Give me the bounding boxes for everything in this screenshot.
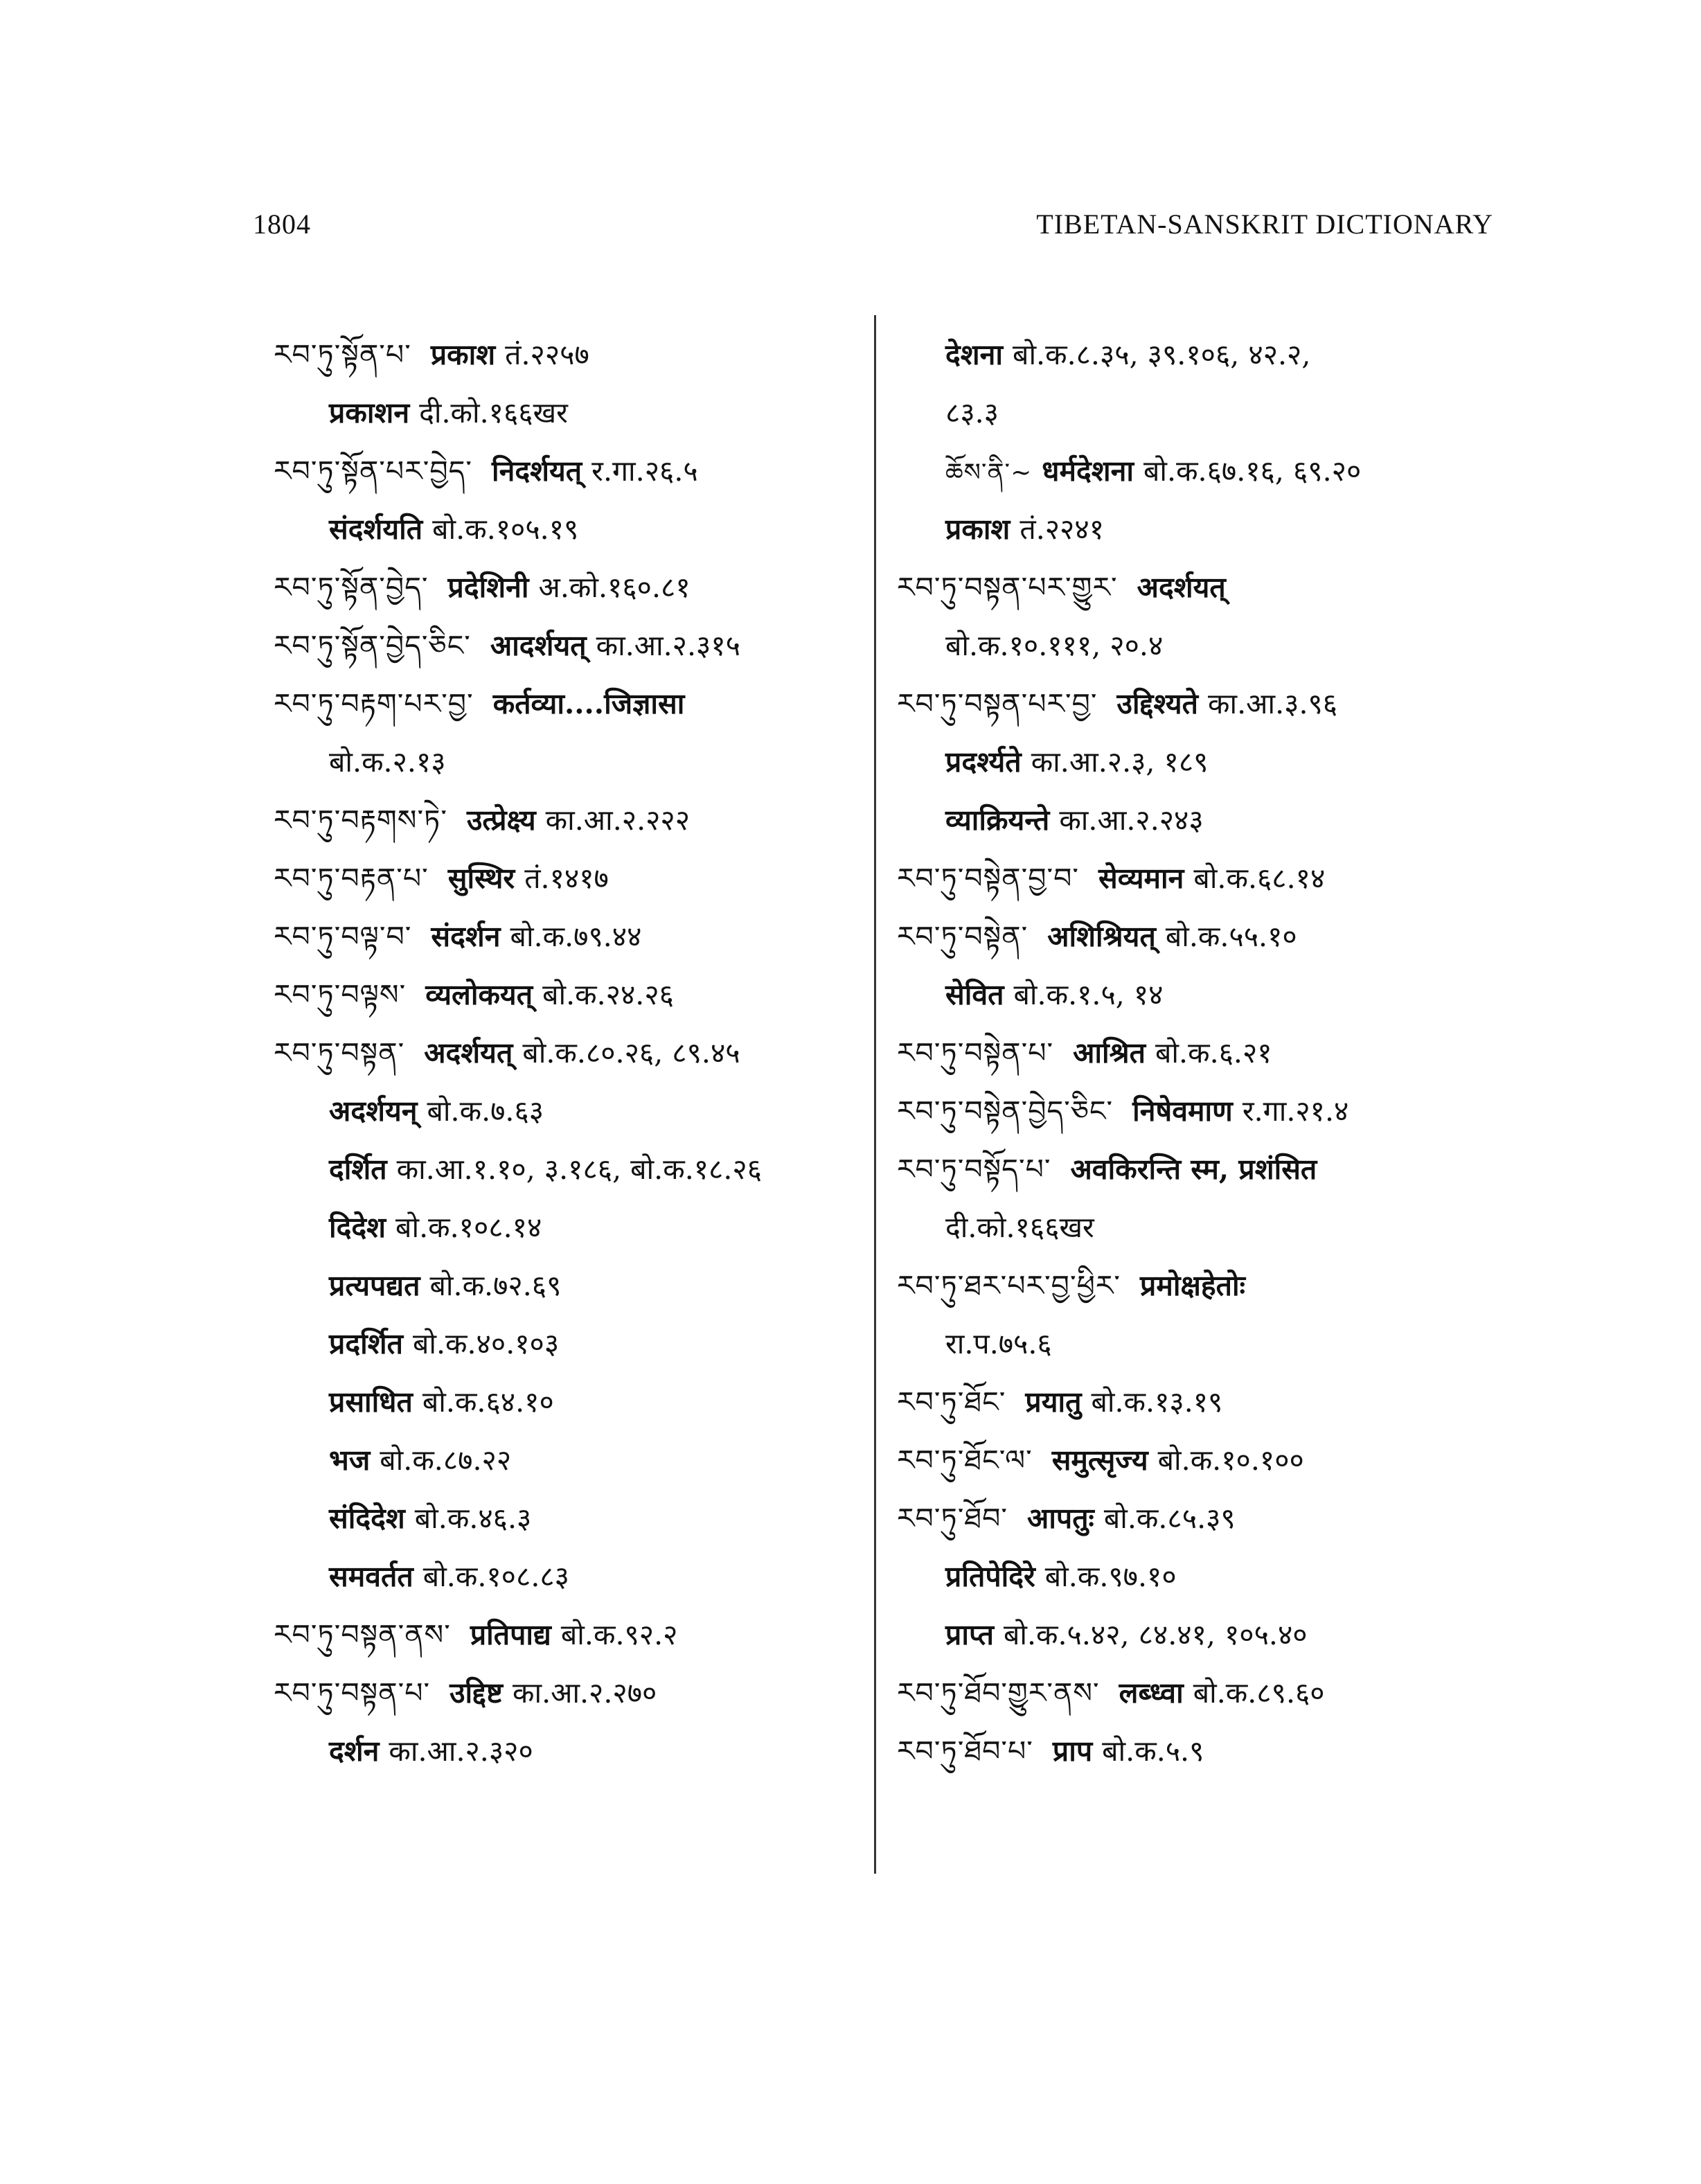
source-reference: तं.१४१७ xyxy=(524,862,609,895)
source-reference: का.आ.२.२२२ xyxy=(545,804,691,837)
source-reference: बो.क.८७.२२ xyxy=(380,1444,512,1477)
dictionary-entry-line xyxy=(274,1489,862,1547)
dictionary-entry-line xyxy=(897,1373,1493,1431)
sanskrit-equivalent: कर्तव्या....जिज्ञासा xyxy=(492,687,685,720)
source-reference: बो.क.६४.१० xyxy=(422,1385,554,1419)
source-reference: बो.क.२.१३ xyxy=(329,745,446,779)
sanskrit-equivalent: देशना xyxy=(945,338,1004,371)
sanskrit-equivalent: प्राप xyxy=(1052,1734,1093,1768)
sanskrit-equivalent: उद्दिश्यते xyxy=(1116,687,1199,720)
tibetan-headword: རབ་ཏུ་ཐོབ་ xyxy=(897,1502,1008,1535)
sanskrit-equivalent: संदर्शयति xyxy=(329,513,423,546)
tibetan-headword: རབ་ཏུ་བསྟན་ནས་ xyxy=(274,1618,451,1651)
dictionary-entry-line xyxy=(897,675,1493,733)
source-reference: रा.प.७५.६ xyxy=(945,1327,1052,1360)
dictionary-entry-line xyxy=(274,849,862,907)
tibetan-headword: རབ་ཏུ་བསྟན་པར་གྱུར་ xyxy=(897,571,1118,604)
tibetan-headword: རབ་ཏུ་ཐོང་ལ་ xyxy=(897,1444,1033,1477)
dictionary-entry-line xyxy=(274,1373,862,1431)
tibetan-headword: རབ་ཏུ་བརྟག་པར་བྱ་ xyxy=(274,687,474,720)
sanskrit-equivalent: उत्प्रेक्ष्य xyxy=(466,804,536,837)
tibetan-headword: རབ་ཏུ་སྟོན་བྱེད་ xyxy=(274,571,429,604)
source-reference: तं.२२४१ xyxy=(1019,513,1105,546)
dictionary-entry-line xyxy=(897,500,1493,558)
running-head: TIBETAN-SANSKRIT DICTIONARY xyxy=(1036,208,1493,240)
tibetan-headword: རབ་ཏུ་བསྟེན་བྱེད་ཅིང་ xyxy=(897,1094,1114,1128)
sanskrit-equivalent: निदर्शयत् xyxy=(491,454,582,488)
dictionary-entry-line xyxy=(274,558,862,616)
sanskrit-equivalent: प्रमोक्षहेतोः xyxy=(1140,1269,1245,1302)
source-reference: बो.क.७९.४४ xyxy=(510,920,642,953)
tibetan-headword: རབ་ཏུ་ཐོབ་གྱུར་ནས་ xyxy=(897,1676,1100,1710)
sanskrit-equivalent: प्रतिपाद्य xyxy=(470,1618,551,1651)
tibetan-headword: རབ་ཏུ་ཐོང་ xyxy=(897,1385,1006,1419)
sanskrit-equivalent: संदर्शन xyxy=(431,920,501,953)
dictionary-entry-line xyxy=(274,791,862,849)
page-number: 1804 xyxy=(253,208,311,240)
column-divider xyxy=(874,315,876,1874)
sanskrit-equivalent: अदर्शयत् xyxy=(424,1036,513,1069)
dictionary-entry-line xyxy=(897,1606,1493,1664)
source-reference: का.आ.२.३, १८९ xyxy=(1031,745,1209,779)
tibetan-headword: རབ་ཏུ་བསྟན་ xyxy=(274,1036,405,1069)
sanskrit-equivalent: दर्शित xyxy=(329,1153,387,1186)
source-reference: बो.क.६८.१४ xyxy=(1193,862,1326,895)
dictionary-entry-line xyxy=(897,849,1493,907)
dictionary-entry-line xyxy=(274,1082,862,1140)
dictionary-entry-line xyxy=(274,442,862,500)
sanskrit-equivalent: प्रकाश xyxy=(945,513,1010,546)
source-reference: बो.क.१०.१११, २०.४ xyxy=(945,629,1164,662)
source-reference: बो.क.५५.१० xyxy=(1165,920,1297,953)
tibetan-headword: རབ་ཏུ་བསྟེན་པ་ xyxy=(897,1036,1054,1069)
tibetan-headword: ཆོས་ནི་~ xyxy=(945,459,1033,487)
sanskrit-equivalent: समवर्तत xyxy=(329,1560,413,1593)
dictionary-entry-line xyxy=(274,1257,862,1315)
source-reference: ८३.३ xyxy=(945,396,999,429)
source-reference: दी.को.१६६खर xyxy=(419,396,568,429)
dictionary-entry-line xyxy=(897,384,1493,442)
dictionary-entry-line xyxy=(897,1257,1493,1315)
sanskrit-equivalent: प्रतिपेदिरे xyxy=(945,1560,1035,1593)
sanskrit-equivalent: भज xyxy=(329,1444,371,1477)
source-reference: का.आ.२.२७० xyxy=(512,1676,657,1710)
dictionary-entry-line xyxy=(897,1722,1493,1780)
dictionary-entry-line xyxy=(274,326,862,384)
tibetan-headword: རབ་ཏུ་བལྟས་ xyxy=(274,978,407,1011)
sanskrit-equivalent: सेवित xyxy=(945,978,1004,1011)
tibetan-headword: རབ་ཏུ་ཐར་པར་བྱ་ཕྱིར་ xyxy=(897,1269,1121,1302)
tibetan-headword: རབ་ཏུ་ཐོབ་པ་ xyxy=(897,1734,1033,1768)
tibetan-headword: རབ་ཏུ་བསྟེན་ xyxy=(897,920,1028,953)
source-reference: बो.क.२४.२६ xyxy=(542,978,674,1011)
source-reference: बो.क.८९.६० xyxy=(1193,1676,1325,1710)
dictionary-entry-line xyxy=(274,1431,862,1489)
sanskrit-equivalent: आपतुः xyxy=(1027,1502,1094,1535)
sanskrit-equivalent: प्रदर्श्यते xyxy=(945,745,1022,779)
dictionary-entry-line xyxy=(274,1606,862,1664)
right-column xyxy=(897,326,1493,1780)
dictionary-entry-line xyxy=(274,907,862,966)
dictionary-entry-line xyxy=(897,791,1493,849)
dictionary-entry-line xyxy=(274,616,862,675)
source-reference: दी.को.१६६खर xyxy=(945,1211,1094,1244)
dictionary-entry-line xyxy=(897,1547,1493,1606)
left-column xyxy=(274,326,862,1780)
source-reference: बो.क.९७.१० xyxy=(1044,1560,1177,1593)
dictionary-entry-line xyxy=(274,1024,862,1082)
dictionary-entry-line xyxy=(897,907,1493,966)
source-reference: बो.क.६७.१६, ६९.२० xyxy=(1143,454,1362,488)
dictionary-entry-line xyxy=(274,733,862,791)
source-reference: बो.क.४०.१०३ xyxy=(412,1327,560,1360)
source-reference: का.आ.२.३२० xyxy=(389,1734,533,1768)
sanskrit-equivalent: प्रकाशन xyxy=(329,396,410,429)
sanskrit-equivalent: प्राप्त xyxy=(945,1618,994,1651)
source-reference: बो.क.४६.३ xyxy=(414,1502,532,1535)
dictionary-entry-line xyxy=(274,966,862,1024)
sanskrit-equivalent: निषेवमाण xyxy=(1132,1094,1233,1128)
source-reference: तं.२२५७ xyxy=(505,338,589,371)
sanskrit-equivalent: प्रसाधित xyxy=(329,1385,413,1419)
dictionary-entry-line xyxy=(897,1489,1493,1547)
source-reference: बो.क.९२.२ xyxy=(560,1618,678,1651)
tibetan-headword: རབ་ཏུ་བལྟ་བ་ xyxy=(274,920,412,953)
sanskrit-equivalent: समुत्सृज्य xyxy=(1051,1444,1148,1477)
sanskrit-equivalent: संदिदेश xyxy=(329,1502,405,1535)
dictionary-entry-line xyxy=(274,1547,862,1606)
tibetan-headword: རབ་ཏུ་སྟོན་པ་ xyxy=(274,338,411,371)
dictionary-entry-line xyxy=(897,1140,1493,1198)
source-reference: बो.क.१०८.८३ xyxy=(422,1560,569,1593)
source-reference: बो.क.७२.६९ xyxy=(429,1269,562,1302)
source-reference: अ.को.१६०.८१ xyxy=(538,571,691,604)
sanskrit-equivalent: अदर्शयत् xyxy=(1137,571,1226,604)
tibetan-headword: རབ་ཏུ་བརྟན་པ་ xyxy=(274,862,429,895)
source-reference: बो.क.८.३५, ३९.१०६, ४२.२, xyxy=(1013,338,1311,371)
source-reference: का.आ.१.१०, ३.१८६, बो.क.१८.२६ xyxy=(396,1153,763,1186)
sanskrit-equivalent: सुस्थिर xyxy=(447,862,515,895)
dictionary-entry-line xyxy=(897,442,1493,500)
sanskrit-equivalent: व्यलोकयत् xyxy=(425,978,533,1011)
dictionary-entry-line xyxy=(274,1198,862,1257)
source-reference: बो.क.१०.१०० xyxy=(1157,1444,1304,1477)
sanskrit-equivalent: प्रत्यपद्यत xyxy=(329,1269,420,1302)
tibetan-headword: རབ་ཏུ་བརྟགས་ཏེ་ xyxy=(274,804,447,837)
sanskrit-equivalent: आदर्शयत् xyxy=(490,629,587,662)
tibetan-headword: རབ་ཏུ་བསྟན་པར་བྱ་ xyxy=(897,687,1098,720)
dictionary-entry-line xyxy=(897,733,1493,791)
sanskrit-equivalent: प्रदर्शित xyxy=(329,1327,403,1360)
dictionary-entry-line xyxy=(274,675,862,733)
sanskrit-equivalent: प्रदेशिनी xyxy=(447,571,529,604)
tibetan-headword: རབ་ཏུ་བསྟོད་པ་ xyxy=(897,1153,1051,1186)
source-reference: बो.क.१३.१९ xyxy=(1091,1385,1223,1419)
sanskrit-equivalent: उद्दिष्ट xyxy=(449,1676,503,1710)
dictionary-entry-line xyxy=(274,1664,862,1722)
dictionary-entry-line xyxy=(274,384,862,442)
sanskrit-equivalent: अदर्शयन् xyxy=(329,1094,418,1128)
dictionary-entry-line xyxy=(897,616,1493,675)
source-reference: बो.क.६.२१ xyxy=(1155,1036,1272,1069)
sanskrit-equivalent: दिदेश xyxy=(329,1211,386,1244)
dictionary-entry-line xyxy=(897,1664,1493,1722)
source-reference: बो.क.१.५, १४ xyxy=(1013,978,1164,1011)
tibetan-headword: རབ་ཏུ་བསྟེན་བྱ་བ་ xyxy=(897,862,1079,895)
sanskrit-equivalent: धर्मदेशना xyxy=(1042,454,1134,488)
sanskrit-equivalent: आश्रित xyxy=(1073,1036,1146,1069)
source-reference: बो.क.५.४२, ८४.४१, १०५.४० xyxy=(1003,1618,1308,1651)
dictionary-entry-line xyxy=(274,1315,862,1373)
source-reference: बो.क.१०८.१४ xyxy=(395,1211,542,1244)
tibetan-headword: རབ་ཏུ་སྟོན་བྱེད་ཅིང་ xyxy=(274,629,471,662)
source-reference: बो.क.८५.३९ xyxy=(1103,1502,1236,1535)
dictionary-entry-line xyxy=(897,1315,1493,1373)
source-reference: का.आ.३.९६ xyxy=(1208,687,1338,720)
source-reference: र.गा.२६.५ xyxy=(591,454,698,488)
sanskrit-equivalent: दर्शन xyxy=(329,1734,380,1768)
dictionary-entry-line xyxy=(897,1082,1493,1140)
tibetan-headword: རབ་ཏུ་བསྟན་པ་ xyxy=(274,1676,431,1710)
sanskrit-equivalent: अशिश्रियत् xyxy=(1047,920,1156,953)
source-reference: बो.क.७.६३ xyxy=(427,1094,544,1128)
source-reference: का.आ.२.२४३ xyxy=(1059,804,1204,837)
dictionary-entry-line xyxy=(897,558,1493,616)
dictionary-entry-line xyxy=(274,500,862,558)
source-reference: बो.क.१०५.१९ xyxy=(432,513,579,546)
dictionary-entry-line xyxy=(897,1198,1493,1257)
source-reference: का.आ.२.३१५ xyxy=(596,629,740,662)
dictionary-entry-line xyxy=(274,1140,862,1198)
dictionary-entry-line xyxy=(274,1722,862,1780)
sanskrit-equivalent: प्रयातु xyxy=(1025,1385,1082,1419)
sanskrit-equivalent: लब्ध्वा xyxy=(1119,1676,1184,1710)
dictionary-entry-line xyxy=(897,966,1493,1024)
sanskrit-equivalent: व्याक्रियन्ते xyxy=(945,804,1050,837)
source-reference: बो.क.८०.२६, ८९.४५ xyxy=(522,1036,740,1069)
source-reference: र.गा.२१.४ xyxy=(1242,1094,1349,1128)
dictionary-entry-line xyxy=(897,326,1493,384)
tibetan-headword: རབ་ཏུ་སྟོན་པར་བྱེད་ xyxy=(274,454,472,488)
sanskrit-equivalent: अवकिरन्ति स्म, प्रशंसित xyxy=(1070,1153,1317,1186)
source-reference: बो.क.५.९ xyxy=(1102,1734,1204,1768)
dictionary-entry-line xyxy=(897,1431,1493,1489)
dictionary-entry-line xyxy=(897,1024,1493,1082)
sanskrit-equivalent: सेव्यमान xyxy=(1098,862,1184,895)
sanskrit-equivalent: प्रकाश xyxy=(430,338,496,371)
